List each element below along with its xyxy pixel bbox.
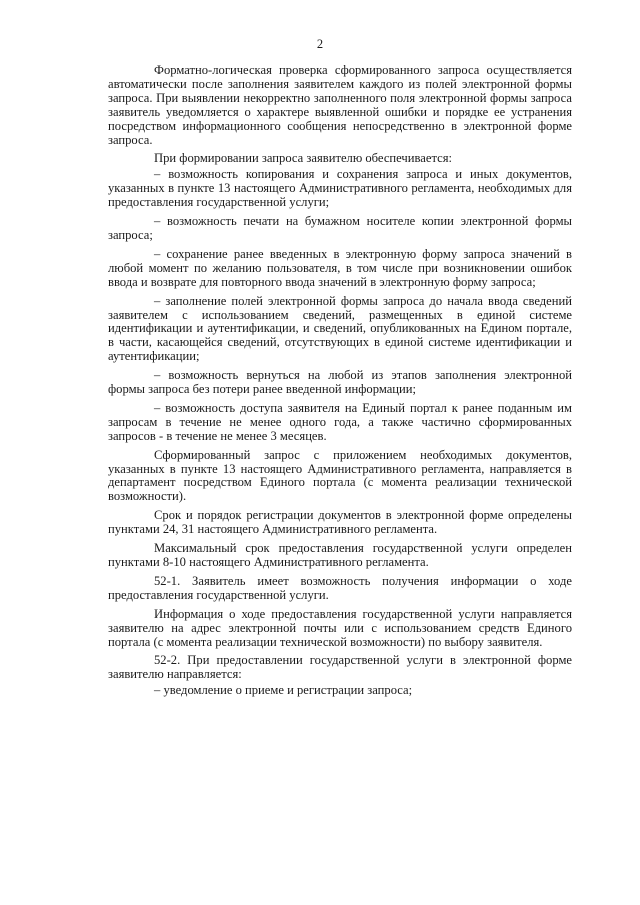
paragraph-52-2: 52-2. При предоставлении государственной услуги в электронной форме заявителю направляется:: [108, 653, 572, 682]
paragraph-max-term: Максимальный срок предоставления государственной услуги определен пунктами 8-10 настоящего Административного регламента.: [108, 541, 572, 569]
paragraph-submission: Сформированный запрос с приложением необходимых документов, указанных в пункте 13 настоящего Административного регламента, направляется в департамент посредством Единого портала (с момента реализации технической возможности).: [108, 447, 572, 504]
list-item-print: – возможность печати на бумажном носителе копии электронной формы запроса;: [108, 214, 572, 242]
page-number: 2: [316, 37, 324, 51]
list-item-receipt-notice: – уведомление о приеме и регистрации запроса;: [154, 683, 413, 698]
paragraph-format-check: Форматно-логическая проверка сформированного запроса осуществляется автоматически после заполнения заявителем каждого из полей электронной формы запроса. При выявлении некорректно заполненного поля электронной формы запроса заявитель уведомляется о характере выявленной ошибки и порядке ее устранения посредством информационного сообщения непосредственно в электронной форме запроса.: [108, 63, 572, 147]
list-item-return-step: – возможность вернуться на любой из этапов заполнения электронной формы запроса без потери ранее введенной информации;: [108, 368, 572, 397]
list-item-save-values: – сохранение ранее введенных в электронную форму запроса значений в любой момент по желанию пользователя, в том числе при возникновении ошибок ввода и возврате для повторного ввода значений в электронную форму запроса;: [108, 246, 572, 289]
paragraph-52-1: 52-1. Заявитель имеет возможность получения информации о ходе предоставления государственной услуги.: [108, 573, 572, 602]
paragraph-provision-intro: При формировании запроса заявителю обеспечивается:: [154, 151, 453, 166]
list-item-copy-save: – возможность копирования и сохранения запроса и иных документов, указанных в пункте 13 настоящего Административного регламента, необходимых для предоставления государственной услуги;: [108, 167, 572, 210]
paragraph-progress-info: Информация о ходе предоставления государственной услуги направляется заявителю на адрес электронной почты или с использованием средств Единого портала (с момента реализации технической возможности) по выбору заявителя.: [108, 606, 572, 649]
list-item-prefill: – заполнение полей электронной формы запроса до начала ввода сведений заявителем с использованием сведений, размещенных в единой системе идентификации и аутентификации, и сведений, опубликованных на Едином портале, в части, касающейся сведений, отсутствующих в единой системе идентификации и аутентификации;: [108, 293, 572, 364]
list-item-access-requests: – возможность доступа заявителя на Единый портал к ранее поданным им запросам в течение не менее одного года, а также частично сформированных запросов - в течение не менее 3 месяцев.: [108, 400, 572, 443]
document-body: [108, 64, 572, 703]
paragraph-registration-terms: Срок и порядок регистрации документов в электронной форме определены пунктами 24, 31 настоящего Административного регламента.: [108, 508, 572, 537]
